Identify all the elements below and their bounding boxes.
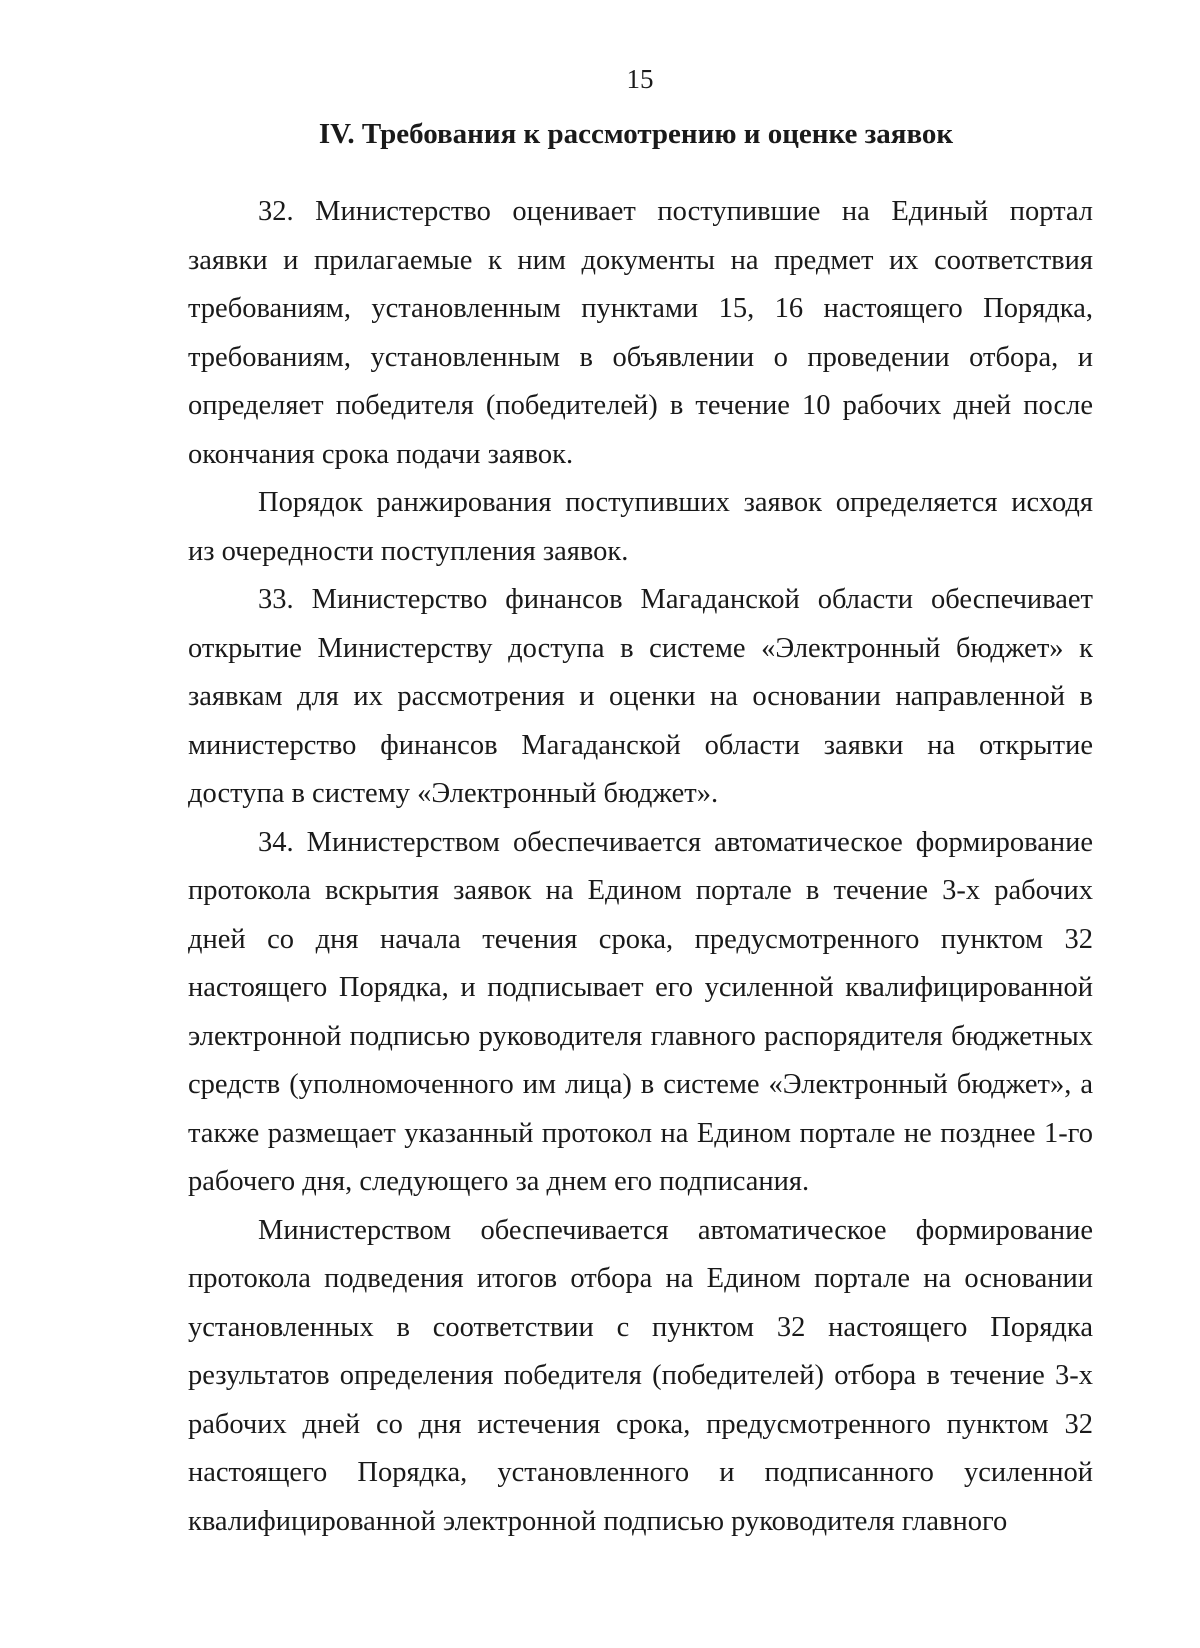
paragraph-ranking: Порядок ранжирования поступивших заявок определяется исходя из очередности поступления заявок. bbox=[188, 487, 1093, 567]
body-text bbox=[188, 188, 1093, 1546]
paragraph-33: 33. Министерство финансов Магаданской области обеспечивает открытие Министерству доступа в системе «Электронный бюджет» к заявкам для их рассмотрения и оценки на основании направленной в министерство финансов Магаданской области заявки на открытие доступа в систему «Электронный бюджет». bbox=[188, 584, 1093, 809]
section-title: IV. Требования к рассмотрению и оценке заявок bbox=[318, 118, 954, 150]
page-number: 15 bbox=[626, 64, 654, 94]
paragraph-34: 34. Министерством обеспечивается автоматическое формирование протокола вскрытия заявок на Едином портале в течение 3-х рабочих дней со дня начала течения срока, предусмотренного пунктом 32 настоящего Порядка, и подписывает его усиленной квалифицированной электронной подписью руководителя главного распорядителя бюджетных средств (уполномоченного им лица) в системе «Электронный бюджет», а также размещает указанный протокол на Едином портале не позднее 1-го рабочего дня, следующего за днем его подписания. bbox=[188, 826, 1093, 1197]
paragraph-32: 32. Министерство оценивает поступившие на Единый портал заявки и прилагаемые к ним документы на предмет их соответствия требованиям, установленным пунктами 15, 16 настоящего Порядка, требованиям, установленным в объявлении о проведении отбора, и определяет победителя (победителей) в течение 10 рабочих дней после окончания срока подачи заявок. bbox=[188, 196, 1093, 470]
paragraph-results-protocol: Министерством обеспечивается автоматическое формирование протокола подведения итогов отбора на Едином портале на основании установленных в соответствии с пунктом 32 настоящего Порядка результатов определения победителя (победителей) отбора в течение 3-х рабочих дней со дня истечения срока, предусмотренного пунктом 32 настоящего Порядка, установленного и подписанного усиленной квалифицированной электронной подписью руководителя главного bbox=[188, 1214, 1093, 1537]
